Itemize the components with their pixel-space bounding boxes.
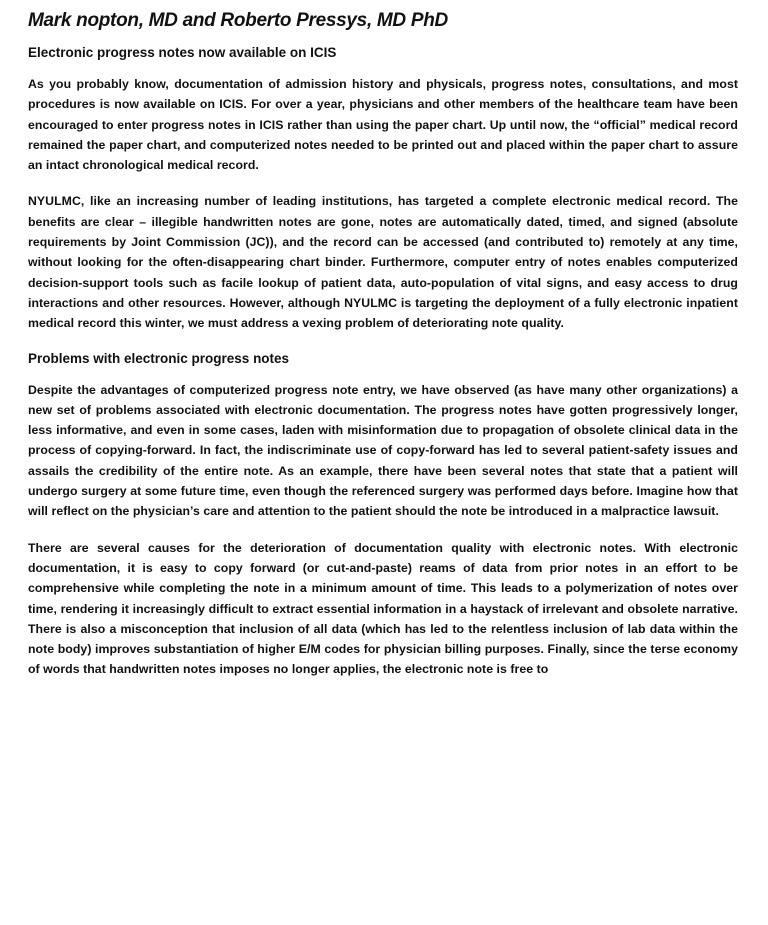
paragraph-copy-forward-problems: Despite the advantages of computerized progress note entry, we have observed (as have many other organizations) a new set of problems associated with electronic documentation. The progress notes have gotten progressively longer, less informative, and even in some cases, laden with misinformation due to propagation of obsolete clinical data in the process of copying-forward. In fact, the indiscriminate use of copy-forward has led to several patient-safety issues and assails the credibility of the entire note. As an example, there have been several notes that state that a patient will undergo surgery at some future time, even though the referenced surgery was performed days before. Imagine how that will reflect on the physician’s care and attention to the patient should the note be introduced in a malpractice lawsuit. <box>28 382 738 519</box>
paragraph-icis-availability: As you probably know, documentation of admission history and physicals, progress notes, consultations, and most procedures is now available on ICIS. For over a year, physicians and other members of the healthcare team have been encouraged to enter progress notes in ICIS rather than using the paper chart. Up until now, the “official” medical record remained the paper chart, and computerized notes needed to be printed out and placed within the paper chart to assure an intact chronological medical record. <box>28 77 738 173</box>
document-title: Mark nopton, MD and Roberto Pressys, MD PhD <box>28 10 448 31</box>
document-page <box>28 8 738 680</box>
paragraph-nyulmc-electronic-record: NYULMC, like an increasing number of leading institutions, has targeted a complete electronic medical record. The benefits are clear – illegible handwritten notes are gone, notes are automatically dated, timed, and signed (absolute requirements by Joint Commission (JC)), and the record can be accessed (and contributed to) remotely at any time, without looking for the often-disappearing chart binder. Furthermore, computer entry of notes enables computerized decision-support tools such as facile lookup of patient data, auto-population of vital signs, and easy access to drug interactions and other resources. However, although NYULMC is targeting the deployment of a fully electronic inpatient medical record this winter, we must address a vexing problem of deteriorating note quality. <box>28 194 738 331</box>
paragraph-deterioration-causes: There are several causes for the deterioration of documentation quality with electronic notes. With electronic documentation, it is easy to copy forward (or cut-and-paste) reams of data from prior notes in an effort to be comprehensive while completing the note in a minimum amount of time. This leads to a polymerization of notes over time, rendering it increasingly difficult to extract essential information in a haystack of irrelevant and obsolete narrative. There is also a misconception that inclusion of all data (which has led to the relentless inclusion of lab data within the note body) improves substantiation of higher E/M codes for physician billing purposes. Finally, since the terse economy of words that handwritten notes imposes no longer applies, the electronic note is free to <box>28 540 738 677</box>
section-heading-ehr-notes: Electronic progress notes now available on ICIS <box>28 45 337 60</box>
section-heading-problems: Problems with electronic progress notes <box>28 350 290 366</box>
